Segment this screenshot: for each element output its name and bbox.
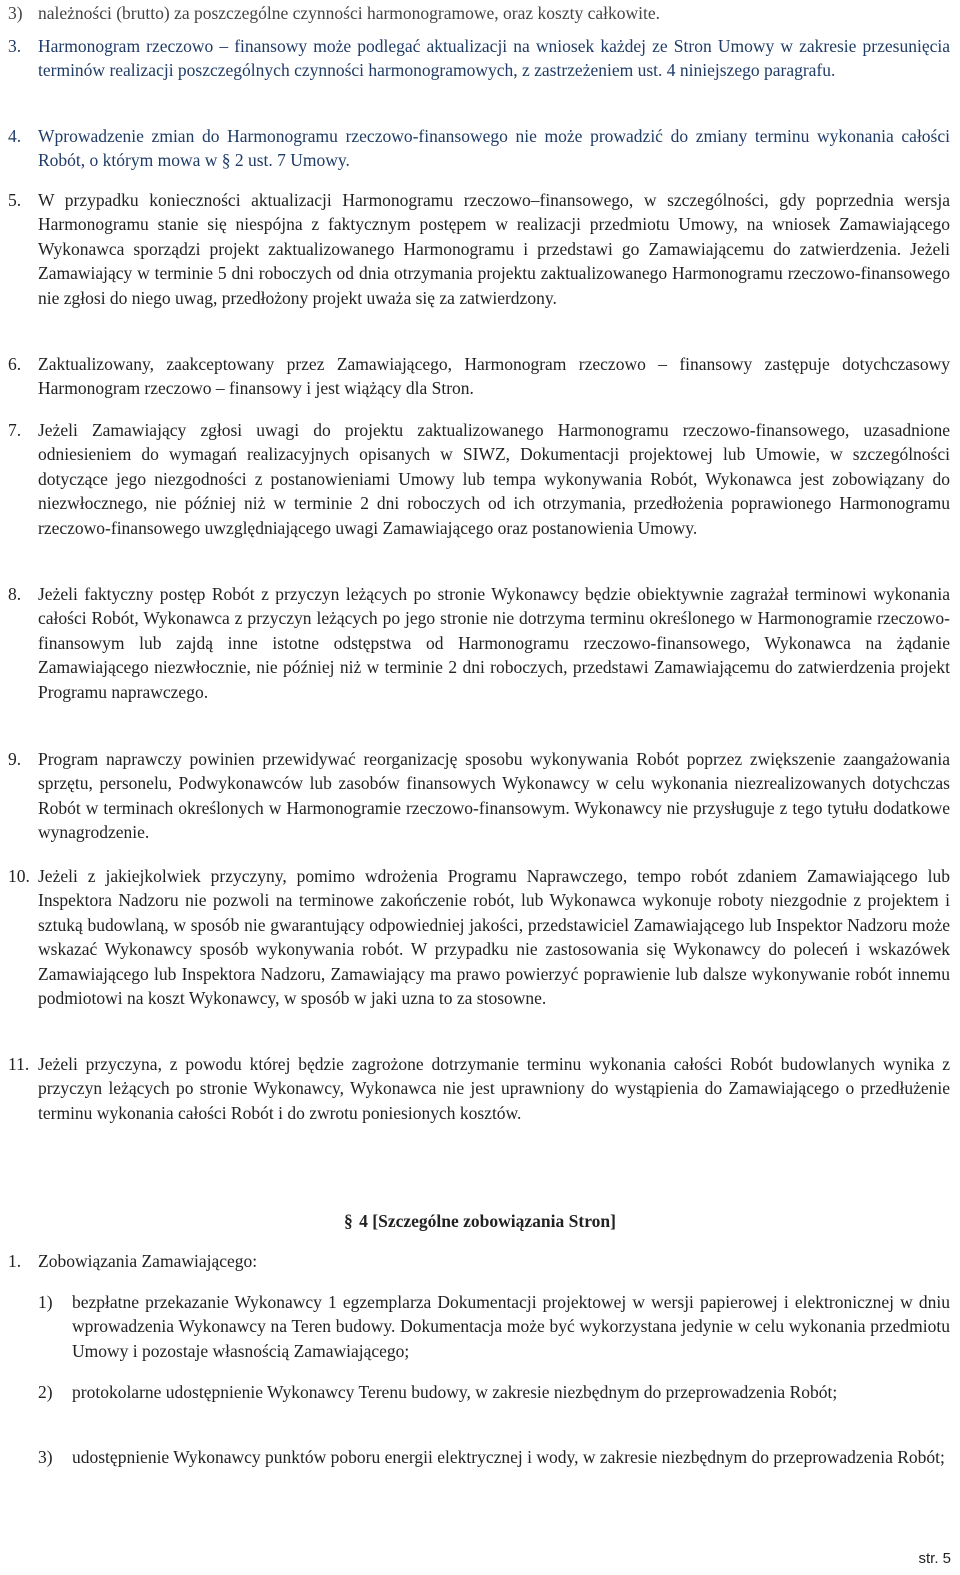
list-item	[8, 34, 950, 83]
item-number: 6.	[8, 354, 22, 374]
list-item	[8, 188, 950, 310]
subsection-label: Zobowiązania Zamawiającego:	[38, 1251, 258, 1271]
sub-list-item	[38, 1290, 950, 1363]
page-number: str. 5	[918, 1550, 951, 1567]
item-number: 8.	[8, 584, 22, 604]
sub-item-text: bezpłatne przekazanie Wykonawcy 1 egzemplarza Dokumentacji projektowej w wersji papierowej i elektronicznej w dniu wprowadzenia Wykonawcy na Teren budowy. Dokumentacja może być wykorzystana jedynie w celu wykonania przedmiotu Umowy i pozostaje własnością Zamawiającego;	[72, 1292, 950, 1361]
list-item	[8, 418, 950, 540]
list-item	[8, 582, 950, 704]
item-text: Jeżeli z jakiejkolwiek przyczyny, pomimo wdrożenia Programu Naprawczego, tempo robót zdaniem Zamawiającego lub Inspektora Nadzoru nie pozwoli na terminowe zakończenie robót, lub Wykonawca wykonuje roboty niezgodnie z projektem i sztuką budowlaną, w sposób nie gwarantujący odpowiedniej jakości, przedstawiciel Zamawiającego lub Inspektor Nadzoru może wskazać Wykonawcy sposób wykonywania robót. W przypadku nie zastosowania się Wykonawcy do poleceń i wskazówek Zamawiającego lub Inspektora Nadzoru, Zamawiający ma prawo powierzyć poprawienie lub dalsze wykonywanie robót innemu podmiotowi na koszt Wykonawcy, w sposób w jaki uzna to za stosowne.	[38, 866, 950, 1009]
subsection-heading	[8, 1249, 257, 1273]
sub-item-number: 1)	[38, 1292, 53, 1312]
item-number: 7.	[8, 420, 22, 440]
item-number: 4.	[8, 126, 22, 146]
list-item	[8, 747, 950, 845]
sub-item-text: udostępnienie Wykonawcy punktów poboru energii elektrycznej i wody, w zakresie niezbędnym do przeprowadzenia Robót;	[72, 1447, 945, 1467]
sub-item-number: 3)	[38, 1447, 53, 1467]
paragraph-sign: §	[344, 1211, 353, 1231]
item-number: 5.	[8, 190, 22, 210]
item-text: Jeżeli faktyczny postęp Robót z przyczyn leżących po stronie Wykonawcy będzie obiektywnie zagrażał terminowi wykonania całości Robót, Wykonawca z przyczyn leżących po jego stronie nie dotrzyma terminu określonego w Harmonogramie rzeczowo-finansowym lub zajdą inne istotne odstępstwa od Harmonogramu rzeczowo-finansowego, Wykonawca na żądanie Zamawiającego niezwłocznie, nie później niż w terminie 2 dni roboczych, przedstawi Zamawiającemu do zatwierdzenia projekt Programu naprawczego.	[38, 584, 950, 702]
list-item	[8, 864, 950, 1010]
item-text: Jeżeli przyczyna, z powodu której będzie zagrożone dotrzymanie terminu wykonania całości Robót budowlanych wynika z przyczyn leżących po stronie Wykonawcy, Wykonawca nie jest uprawniony do wystąpienia do Zamawiającego o przedłużenie terminu wykonania całości Robót i do zwrotu poniesionych kosztów.	[38, 1054, 950, 1123]
item-number: 9.	[8, 749, 22, 769]
sub-list-item	[38, 1445, 950, 1469]
list-item	[8, 124, 950, 173]
item-number: 11.	[8, 1054, 30, 1074]
item-text: Zaktualizowany, zaakceptowany przez Zamawiającego, Harmonogram rzeczowo – finansowy zastępuje dotychczasowy Harmonogram rzeczowo – finansowy i jest wiążący dla Stron.	[38, 354, 950, 399]
list-item	[8, 352, 950, 401]
item-number: 10.	[8, 866, 30, 886]
item-text: Program naprawczy powinien przewidywać reorganizację sposobu wykonywania Robót poprzez zwiększenie zaangażowania sprzętu, personelu, Podwykonawców lub zasobów finansowych Wykonawcy w celu wykonania niezrealizowanych dotychczas Robót w terminach określonych w Harmonogramie rzeczowo-finansowym. Wykonawcy nie przysługuje z tego tytułu dodatkowe wynagrodzenie.	[38, 749, 950, 843]
item-number: 3)	[8, 3, 23, 23]
item-text: Harmonogram rzeczowo – finansowy może podlegać aktualizacji na wniosek każdej ze Stron Umowy w zakresie przesunięcia terminów realizacji poszczególnych czynności harmonogramowych, z zastrzeżeniem ust. 4 niniejszego paragrafu.	[38, 36, 950, 81]
item-text: należności (brutto) za poszczególne czynności harmonogramowe, oraz koszty całkowite.	[38, 3, 660, 23]
item-text: W przypadku konieczności aktualizacji Harmonogramu rzeczowo–finansowego, w szczególności, gdy poprzednia wersja Harmonogramu stanie się niespójna z faktycznym postępem w realizacji przedmiotu Umowy, na wniosek Zamawiającego Wykonawca sporządzi projekt zaktualizowanego Harmonogramu i przedstawi go Zamawiającemu do zatwierdzenia. Jeżeli Zamawiający w terminie 5 dni roboczych od dnia otrzymania projektu zaktualizowanego Harmonogramu rzeczowo-finansowego nie zgłosi do niego uwag, przedłożony projekt uważa się za zatwierdzony.	[38, 190, 950, 308]
item-text: Wprowadzenie zmian do Harmonogramu rzeczowo-finansowego nie może prowadzić do zmiany terminu wykonania całości Robót, o którym mowa w § 2 ust. 7 Umowy.	[38, 126, 950, 171]
sub-item-number: 2)	[38, 1382, 53, 1402]
subsection-number: 1.	[8, 1251, 22, 1271]
list-item	[8, 1, 950, 25]
section-heading	[0, 1209, 960, 1233]
sub-item-text: protokolarne udostępnienie Wykonawcy Terenu budowy, w zakresie niezbędnym do przeprowadzenia Robót;	[72, 1382, 838, 1402]
item-text: Jeżeli Zamawiający zgłosi uwagi do projektu zaktualizowanego Harmonogramu rzeczowo-finansowego, uzasadnione odniesieniem do wymagań realizacyjnych opisanych w SIWZ, Dokumentacji projektowej lub Umowie, w szczególności dotyczące jego niezgodności z postanowieniami Umowy lub tempa wykonywania Robót, Wykonawca jest zobowiązany do niezwłocznego, nie później niż w terminie 2 dni roboczych od ich otrzymania, przedłożenia poprawionego Harmonogramu rzeczowo-finansowego uwzględniającego uwagi Zamawiającego oraz postanowienia Umowy.	[38, 420, 950, 538]
sub-list-item	[38, 1380, 950, 1404]
list-item	[8, 1052, 950, 1125]
item-number: 3.	[8, 36, 22, 56]
section-title: 4 [Szczególne zobowiązania Stron]	[359, 1211, 616, 1231]
